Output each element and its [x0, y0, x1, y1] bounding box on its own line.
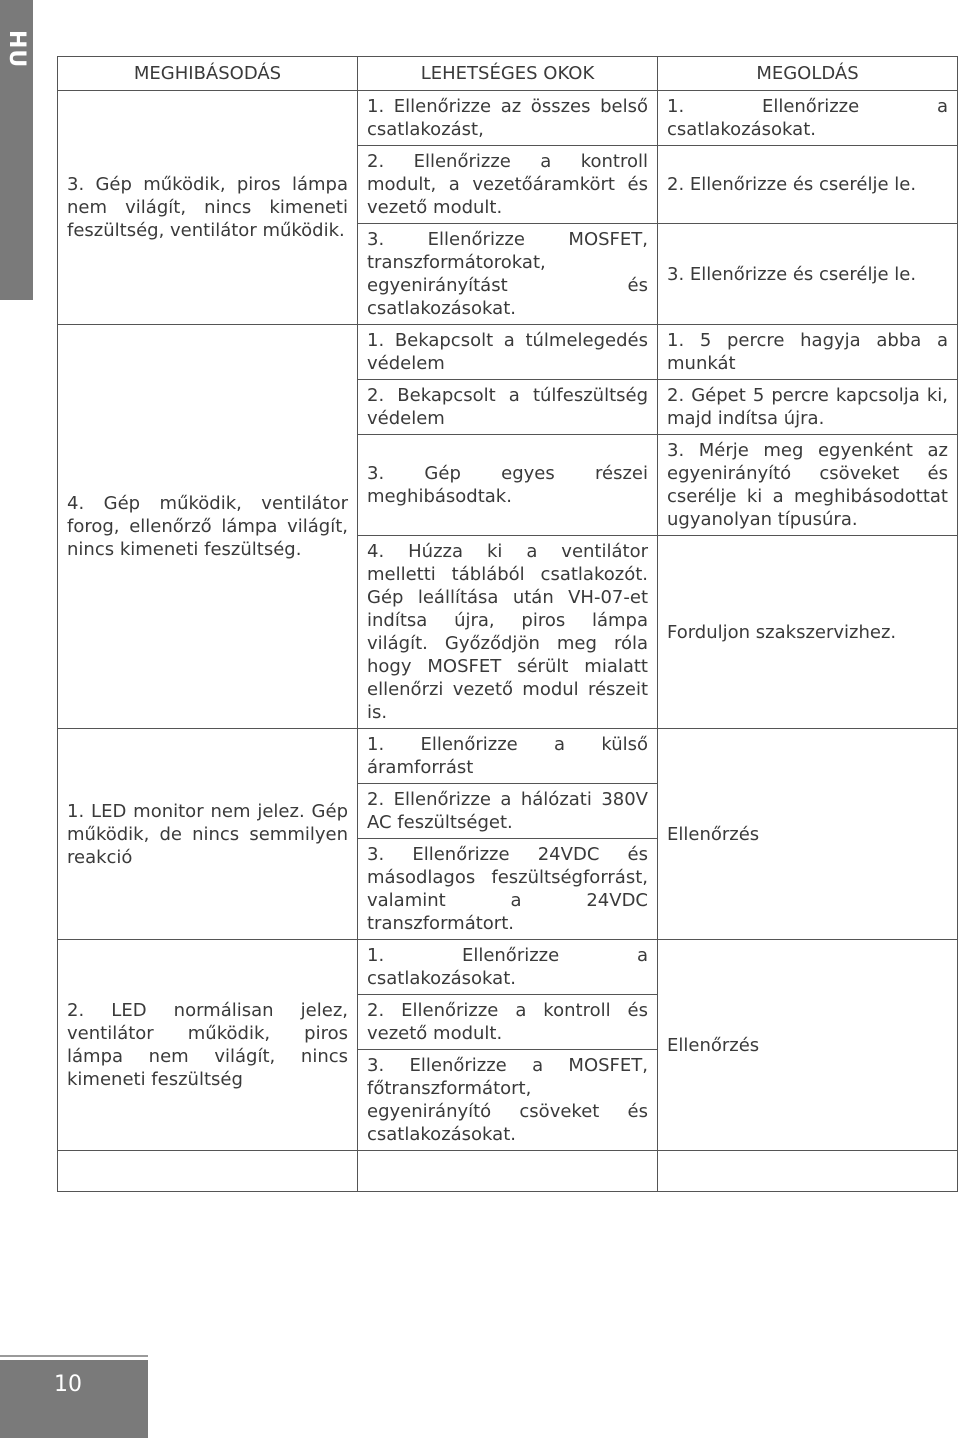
table-row	[58, 91, 958, 146]
solution-cell: 3. Ellenőrizze és cserélje le.	[658, 224, 958, 325]
cause-cell: 2. Bekapcsolt a túlfeszültség védelem	[358, 380, 658, 435]
solution-cell: Ellenőrzés	[658, 940, 958, 1151]
footer-divider	[0, 1355, 148, 1357]
header-solution: MEGOLDÁS	[658, 57, 958, 91]
page-number: 10	[54, 1372, 82, 1397]
cause-cell: 4. Húzza ki a ventilátor melletti táblából csatlakozót. Gép leállítása után VH-07-et indítsa újra, piros lámpa világít. Győződjön meg róla hogy MOSFET sérült mialatt ellenőrzi vezető modul részeit is.	[358, 536, 658, 729]
fault-cell: 1. LED monitor nem jelez. Gép működik, de nincs semmilyen reakció	[58, 729, 358, 940]
cause-cell: 2. Ellenőrizze a kontroll modult, a vezetőáramkört és vezető modult.	[358, 146, 658, 224]
cause-cell: 2. Ellenőrizze a hálózati 380V AC feszültséget.	[358, 784, 658, 839]
cause-cell: 3. Ellenőrizze MOSFET, transzformátorokat, egyenirányítást és csatlakozásokat.	[358, 224, 658, 325]
empty-cell	[358, 1151, 658, 1192]
header-causes: LEHETSÉGES OKOK	[358, 57, 658, 91]
cause-cell: 3. Ellenőrizze 24VDC és másodlagos feszültségforrást, valamint a 24VDC transzformátort.	[358, 839, 658, 940]
cause-cell: 2. Ellenőrizze a kontroll és vezető modult.	[358, 995, 658, 1050]
solution-cell: 3. Mérje meg egyenként az egyenirányító csöveket és cserélje ki a meghibásodottat ugyanolyan típusúra.	[658, 435, 958, 536]
solution-cell: 1. Ellenőrizze a csatlakozásokat.	[658, 91, 958, 146]
empty-row	[58, 1151, 958, 1192]
table-header-row	[58, 57, 958, 91]
table-row	[58, 729, 958, 784]
table-row	[58, 940, 958, 995]
solution-cell: 2. Gépet 5 percre kapcsolja ki, majd indítsa újra.	[658, 380, 958, 435]
troubleshooting-table	[57, 56, 958, 1192]
solution-cell: 2. Ellenőrizze és cserélje le.	[658, 146, 958, 224]
cause-cell: 1. Ellenőrizze a külső áramforrást	[358, 729, 658, 784]
solution-cell: Ellenőrzés	[658, 729, 958, 940]
empty-cell	[58, 1151, 358, 1192]
cause-cell: 3. Gép egyes részei meghibásodtak.	[358, 435, 658, 536]
language-tab	[0, 0, 33, 300]
solution-cell: 1. 5 percre hagyja abba a munkát	[658, 325, 958, 380]
empty-cell	[658, 1151, 958, 1192]
cause-cell: 3. Ellenőrizze a MOSFET, főtranszformátort, egyenirányító csöveket és csatlakozásokat.	[358, 1050, 658, 1151]
cause-cell: 1. Ellenőrizze az összes belső csatlakozást,	[358, 91, 658, 146]
fault-cell: 2. LED normálisan jelez, ventilátor működik, piros lámpa nem világít, nincs kimeneti feszültség	[58, 940, 358, 1151]
solution-cell: Forduljon szakszervizhez.	[658, 536, 958, 729]
cause-cell: 1. Bekapcsolt a túlmelegedés védelem	[358, 325, 658, 380]
fault-cell: 4. Gép működik, ventilátor forog, ellenőrző lámpa világít, nincs kimeneti feszültség.	[58, 325, 358, 729]
header-fault: MEGHIBÁSODÁS	[58, 57, 358, 91]
cause-cell: 1. Ellenőrizze a csatlakozásokat.	[358, 940, 658, 995]
language-label: HU	[4, 30, 29, 69]
fault-cell: 3. Gép működik, piros lámpa nem világít, nincs kimeneti feszültség, ventilátor működik.	[58, 91, 358, 325]
table-row	[58, 325, 958, 380]
